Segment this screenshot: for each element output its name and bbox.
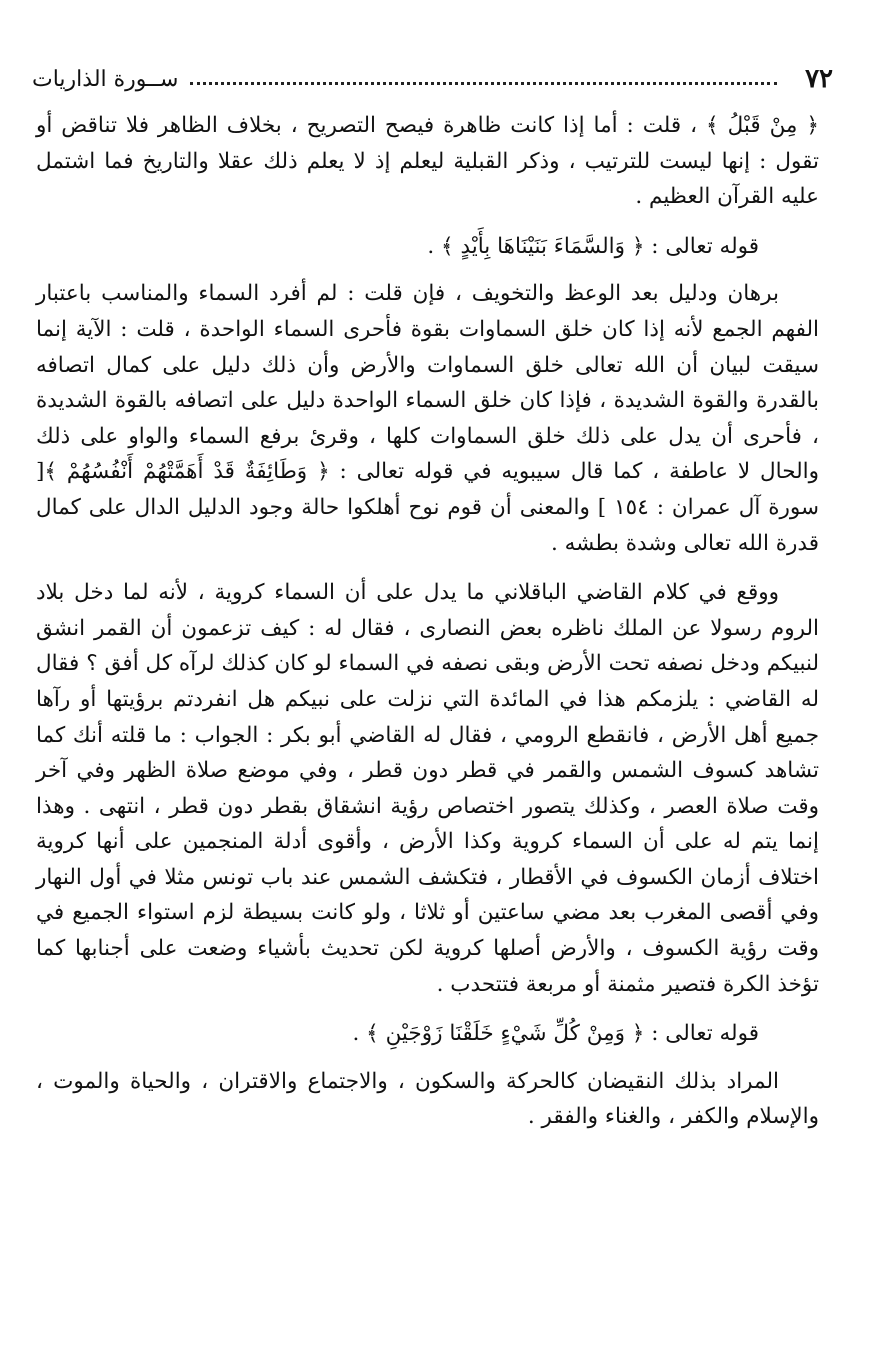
page-body <box>36 108 819 1149</box>
verse-heading-1: قوله تعالى : ﴿ وَالسَّمَاءَ بَنَيْنَاهَا بِأَيْدٍ ﴾ . <box>427 233 759 259</box>
page-number: ٧٢ <box>805 64 833 94</box>
paragraph-4: المراد بذلك النقيضان كالحركة والسكون ، والاجتماع والاقتران ، والحياة والموت ، والإسلام والكفر ، والغناء والفقر . <box>36 1068 819 1130</box>
verse-heading-2: قوله تعالى : ﴿ وَمِنْ كُلِّ شَيْءٍ خَلَقْنَا زَوْجَيْنِ ﴾ . <box>352 1021 759 1047</box>
paragraph-2: برهان ودليل بعد الوعظ والتخويف ، فإن قلت : لم أفرد السماء والمناسب باعتبار الفهم الجمع لأنه إذا كان خلق السماوات بقوة فأحرى السماء الواحدة ، قلت : الآية إنما سيقت لبيان أن الله تعالى خلق السماوات والأرض وأن ذلك دليل على كمال اتصافه بالقدرة والقوة الشديدة ، فإذا كان خلق السماء الواحدة دليل على اتصافه بالقوة الشديدة ، فأحرى أن يدل على ذلك خلق السماوات كلها ، وقرئ برفع السماء والواو على ذلك والحال لا عاطفة ، كما قال سيبويه في قوله تعالى : ﴿ وَطَائِفَةٌ قَدْ أَهَمَّتْهُمْ أَنْفُسُهُمْ ﴾[ سورة آل عمران : ١٥٤ ] والمعنى أن قوم نوح أهلكوا حالة وجود الدليل الدال على كمال قدرة الله تعالى وشدة بطشه . <box>36 281 819 556</box>
paragraph-1: ﴿ مِنْ قَبْلُ ﴾ ، قلت : أما إذا كانت ظاهرة فيصح التصريح ، بخلاف الظاهر فلا تناقض أو تقول : إنها ليست للترتيب ، وذكر القبلية ليعلم إذ لا يعلم ذلك عقلا والتاريخ فما اشتمل عليه القرآن العظيم . <box>36 113 819 210</box>
surah-title: ســورة الذاريات <box>32 66 179 92</box>
paragraph-3: ووقع في كلام القاضي الباقلاني ما يدل على أن السماء كروية ، لأنه لما دخل بلاد الروم رسولا عن الملك ناظره بعض النصارى ، فقال له : كيف تزعمون أن القمر انشق لنبيكم ودخل نصفه تحت الأرض وبقى نصفه في السماء لو كان كذلك لرآه كل أفق ؟ فقال له القاضي : يلزمكم هذا في المائدة التي نزلت على نبيكم هل انفردتم برؤيتها أو رآها جميع أهل الأرض ، فانقطع الرومي ، فقال له القاضي أبو بكر : الجواب : ما قلته أنك كما تشاهد كسوف الشمس والقمر في قطر دون قطر ، وفي موضع صلاة الظهر وفي آخر وقت صلاة العصر ، وكذلك يتصور اختصاص رؤية انشقاق بقطر دون قطر ، انتهى . وهذا إنما يتم له على أن السماء كروية وكذا الأرض ، وأقوى أدلة المنجمين على أنها كروية اختلاف أزمان الكسوف في الأقطار ، فتكشف الشمس عند باب تونس مثلا في أول النهار وفي أقصى المغرب بعد مضي ساعتين أو ثلاثا ، ولو كانت بسيطة لزم استواء الجميع في وقت رؤية الكسوف ، والأرض أصلها كروية لكن تحديث بأشياء وضعت على أجنابها كما تؤخذ الكرة فتصير مثمنة أو مربعة فتتحدب . <box>36 580 819 997</box>
running-header <box>32 62 833 96</box>
header-dotted-rule <box>190 82 777 85</box>
